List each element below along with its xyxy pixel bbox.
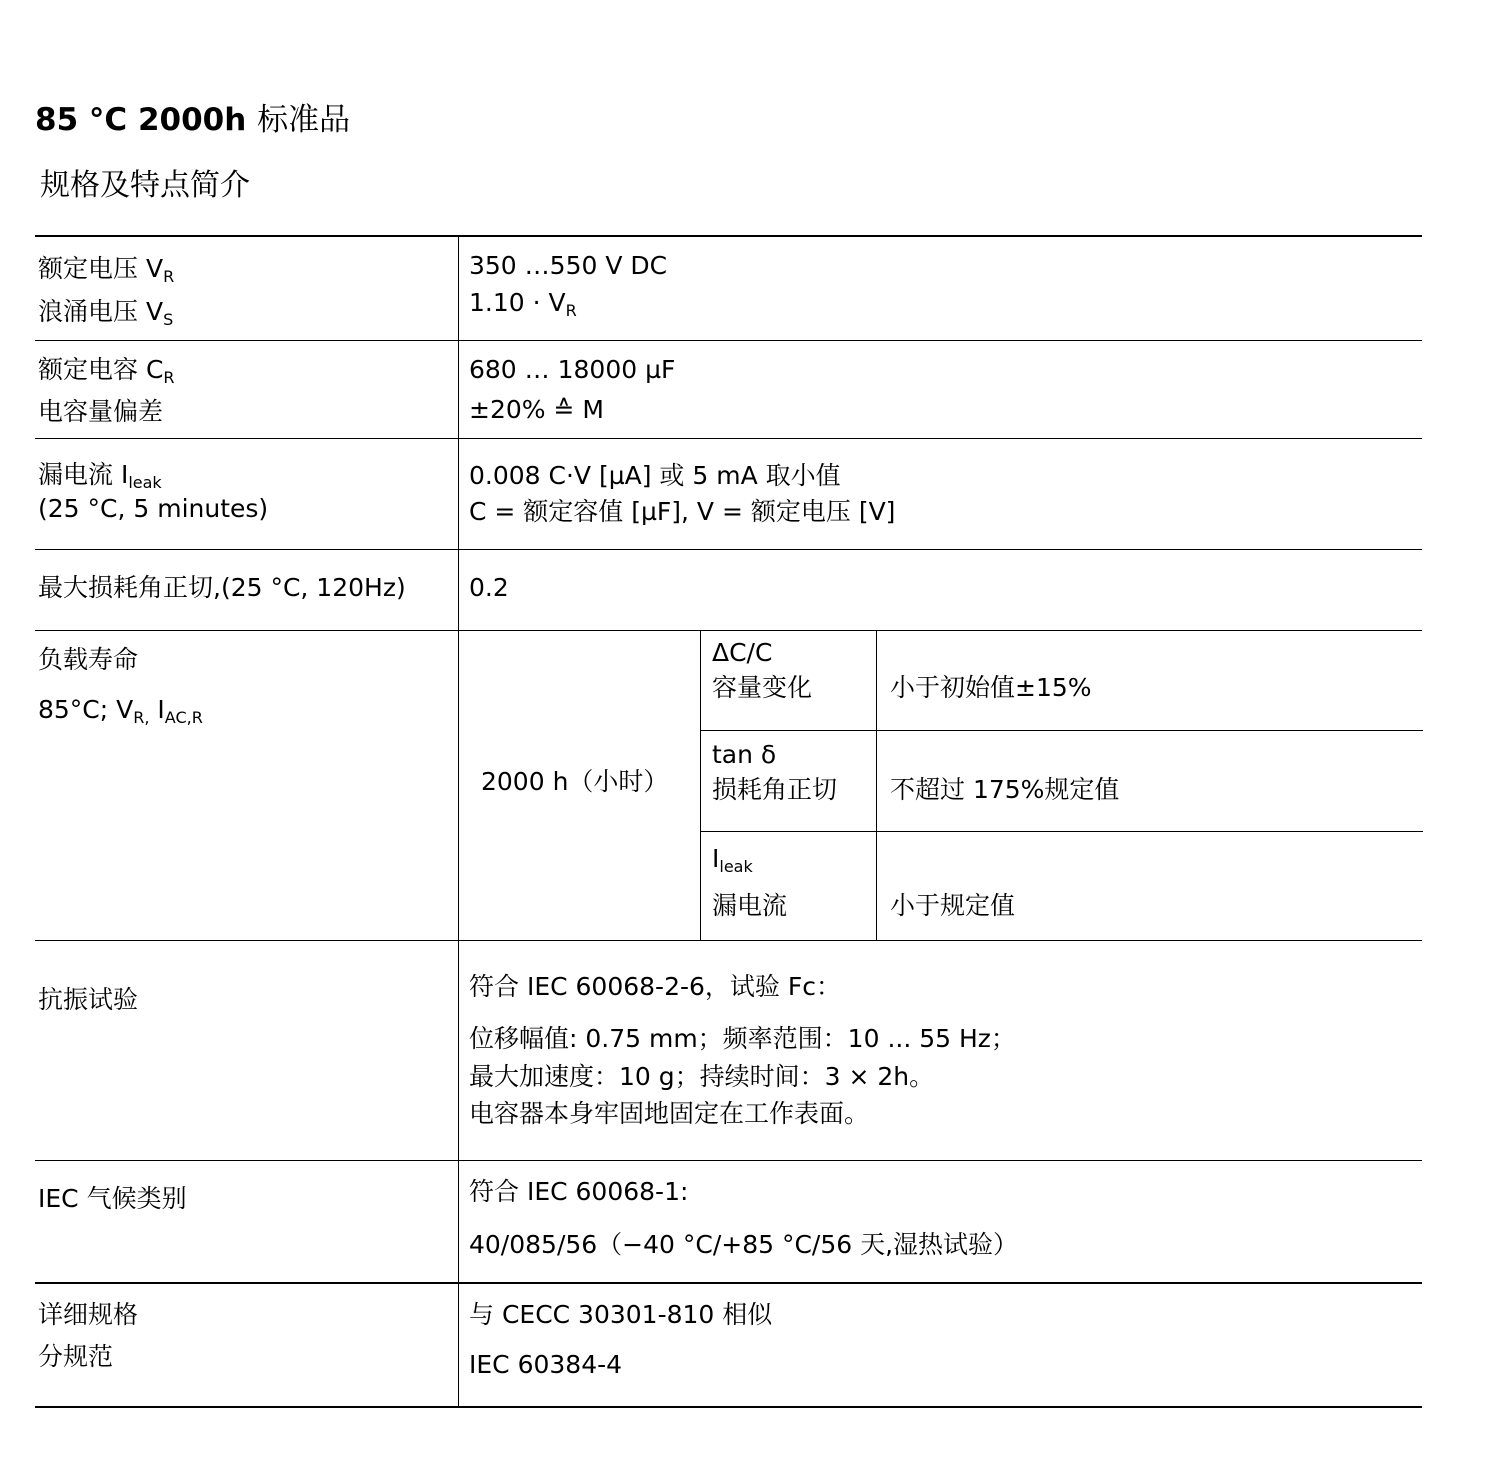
table-top-border: [35, 235, 1422, 237]
capacitance-change-label: 容量变化: [712, 673, 813, 702]
row-divider: [35, 630, 1422, 631]
leakage-current-value: 0.008 C·V [µA] 或 5 mA 取小值: [469, 461, 841, 490]
row-divider: [35, 1160, 1422, 1161]
tan-delta-label: 损耗角正切: [712, 775, 838, 804]
leakage-definition-value: C = 额定容值 [µF], V = 额定电压 [V]: [469, 497, 896, 526]
climate-category-label: IEC 气候类别: [38, 1184, 187, 1213]
vibration-test-label: 抗振试验: [38, 985, 139, 1014]
page-title-suffix: 标准品: [257, 102, 351, 138]
row-divider: [35, 940, 1422, 941]
row-divider: [35, 549, 1422, 550]
surge-voltage-value: $1.10 \cdot V_R$: [469, 288, 577, 320]
vibration-mounting: 电容器本身牢固地固定在工作表面。: [469, 1099, 870, 1128]
rated-capacitance-label: 额定电容 $C_R$: [38, 355, 175, 387]
leakage-label: 漏电流: [712, 891, 788, 920]
sectional-spec-label: 分规范: [38, 1342, 114, 1371]
vibration-acceleration: 最大加速度：10 g；持续时间：3 × 2h。: [469, 1062, 935, 1091]
capacitance-change-spec: 小于初始值±15%: [890, 673, 1092, 702]
load-life-label: 负载寿命: [38, 645, 139, 674]
page-title: [35, 94, 350, 139]
surge-voltage-label: 浪涌电压 $V_S$: [38, 297, 174, 329]
vibration-amplitude: 位移幅值: 0.75 mm；频率范围：10 ... 55 Hz；: [469, 1024, 1016, 1053]
subcolumn-divider: [876, 630, 877, 940]
leakage-current-label: 漏电流 $I_{leak}$: [38, 460, 162, 492]
climate-standard: 符合 IEC 60068-1:: [469, 1177, 689, 1206]
row-divider: [35, 438, 1422, 439]
sectional-spec-value: IEC 60384-4: [469, 1350, 623, 1379]
load-life-conditions-label: 85°C; $V_{R,}$ $I_{AC,R}$: [38, 695, 203, 727]
max-tan-delta-value: 0.2: [469, 573, 509, 602]
page-subtitle: 规格及特点简介: [40, 168, 250, 203]
leakage-condition-label: (25 °C, 5 minutes): [38, 494, 269, 523]
load-life-duration: 2000 h（小时）: [481, 767, 669, 796]
subrow-divider: [700, 730, 1423, 731]
table-bottom-border: [35, 1406, 1422, 1408]
rated-voltage-label: 额定电压 $V_R$: [38, 254, 175, 286]
max-tan-delta-label: 最大损耗角正切,(25 °C, 120Hz): [38, 573, 406, 602]
rated-capacitance-value: 680 … 18000 µF: [469, 355, 676, 384]
rated-voltage-value: 350 …550 V DC: [469, 251, 668, 280]
leakage-spec: 小于规定值: [890, 891, 1016, 920]
detail-spec-label: 详细规格: [38, 1300, 139, 1329]
tan-delta-symbol: tan δ: [712, 740, 777, 769]
capacitance-tolerance-value: ±20% ≙ M: [469, 395, 604, 424]
detail-spec-value: 与 CECC 30301-810 相似: [469, 1300, 773, 1329]
column-divider: [458, 236, 459, 1406]
page-title-prefix: 85 °C 2000h: [35, 102, 247, 138]
leakage-symbol: $I_{leak}$: [712, 844, 753, 876]
subcolumn-divider: [700, 630, 701, 940]
row-divider: [35, 1282, 1422, 1284]
row-divider: [35, 340, 1422, 341]
capacitance-change-symbol: ΔC/C: [712, 638, 773, 667]
tan-delta-spec: 不超过 175%规定值: [890, 775, 1120, 804]
climate-category-value: 40/085/56（−40 °C/+85 °C/56 天,湿热试验）: [469, 1230, 1019, 1259]
vibration-standard: 符合 IEC 60068-2-6，试验 Fc：: [469, 972, 841, 1001]
capacitance-tolerance-label: 电容量偏差: [38, 397, 164, 426]
subrow-divider: [700, 831, 1423, 832]
